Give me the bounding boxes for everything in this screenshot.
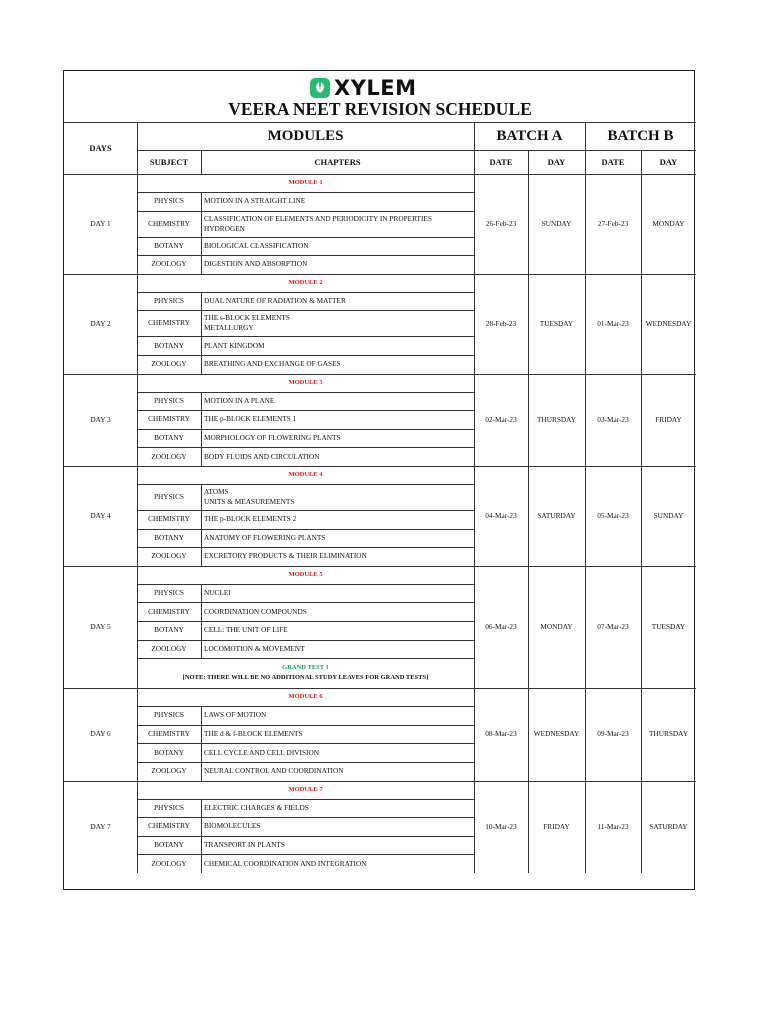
chapter-cell (201, 255, 474, 274)
chapter-divider (201, 706, 202, 780)
grid-line (585, 466, 586, 566)
chapter-cell-text: CHEMICAL COORDINATION AND INTEGRATION (204, 858, 367, 868)
subject-cell-text: PHYSICS (153, 710, 184, 720)
subject-cell (137, 447, 201, 466)
chapter-cell-text: NEURAL CONTROL AND COORDINATION (204, 766, 344, 776)
subject-cell (137, 584, 201, 603)
chapter-divider (201, 392, 202, 466)
subject-cell-text: BOTANY (154, 340, 184, 350)
day-b-header (641, 150, 696, 174)
chapter-cell-text: TRANSPORT IN PLANTS (204, 840, 285, 850)
chapter-cell-text: NUCLEI (204, 588, 231, 598)
subject-cell (137, 211, 201, 237)
chapter-divider (201, 484, 202, 566)
grid-line (137, 274, 138, 374)
day-a-header (528, 150, 585, 174)
batch-a-date-text: 26-Feb-23 (485, 218, 517, 228)
batch-a-day-text: WEDNESDAY (533, 729, 580, 739)
subject-cell-text: CHEMISTRY (148, 218, 190, 228)
subject-cell-text: PHYSICS (153, 395, 184, 405)
chapter-cell (201, 447, 474, 466)
grid-line (641, 566, 642, 688)
chapter-cell (201, 584, 474, 603)
subject-cell (137, 484, 201, 510)
grid-line (528, 374, 529, 466)
day-label-text: DAY 5 (90, 621, 111, 631)
subject-cell-text: ZOOLOGY (151, 858, 187, 868)
subject-cell-text: PHYSICS (153, 802, 184, 812)
chapter-cell-text: THE s-BLOCK ELEMENTS METALLURGY (204, 313, 290, 333)
module-title-text: MODULE 1 (288, 179, 323, 186)
subject-cell (137, 640, 201, 659)
grid-line (137, 781, 138, 873)
chapter-cell-text: BODY FLUIDS AND CIRCULATION (204, 451, 320, 461)
chapter-cell (201, 192, 474, 211)
subject-cell-text: PHYSICS (153, 296, 184, 306)
grid-line (641, 274, 642, 374)
chapter-divider (201, 584, 202, 658)
chapter-cell-text: ELECTRIC CHARGES & FIELDS (204, 802, 309, 812)
batch-b-date (585, 174, 641, 274)
batch-b-header (585, 122, 696, 150)
batch-b-date (585, 688, 641, 780)
chapter-cell-text: BIOLOGICAL CLASSIFICATION (204, 240, 309, 250)
grid-line (641, 688, 642, 780)
module-title (137, 274, 474, 292)
subject-cell-text: PHYSICS (153, 588, 184, 598)
subject-cell-text: BOTANY (154, 532, 184, 542)
day-label-text: DAY 3 (90, 414, 111, 424)
chapter-cell-text: EXCRETORY PRODUCTS & THEIR ELIMINATION (204, 551, 367, 561)
batch-a-header-text: BATCH A (496, 128, 563, 144)
date-a-header-text: DATE (489, 157, 513, 167)
batch-a-date (474, 374, 528, 466)
chapter-cell (201, 429, 474, 448)
grid-line (137, 174, 138, 274)
batch-b-date-text: 05-Mar-23 (597, 510, 629, 520)
grid-line (641, 374, 642, 466)
module-title-text: MODULE 6 (288, 693, 323, 701)
chapter-cell (201, 547, 474, 566)
subject-cell-text: CHEMISTRY (148, 514, 190, 524)
batch-a-day (528, 174, 585, 274)
subject-cell (137, 255, 201, 274)
batch-b-date (585, 566, 641, 688)
chapter-cell-text: ATOMS UNITS & MEASUREMENTS (204, 487, 295, 506)
day-label (64, 688, 137, 780)
chapter-cell (201, 621, 474, 640)
module-title (137, 688, 474, 706)
day-label (64, 274, 137, 374)
chapter-cell-text: MORPHOLOGY OF FLOWERING PLANTS (204, 433, 341, 443)
subject-cell (137, 743, 201, 762)
subject-cell (137, 192, 201, 211)
subject-cell-text: BOTANY (154, 433, 184, 443)
days-header (64, 122, 137, 174)
grid-line (474, 688, 475, 780)
page-title: VEERA NEET REVISION SCHEDULE (228, 99, 532, 119)
subject-cell-text: CHEMISTRY (148, 414, 190, 424)
date-b-header-text: DATE (601, 157, 625, 167)
subject-cell-text: CHEMISTRY (148, 318, 190, 328)
batch-a-day-text: SUNDAY (541, 218, 572, 228)
subject-cell-text: CHEMISTRY (148, 729, 190, 739)
grid-line (528, 274, 529, 374)
chapter-cell-text: COORDINATION COMPOUNDS (204, 606, 307, 616)
batch-b-day-text: TUESDAY (651, 621, 686, 631)
batch-b-day (641, 274, 696, 374)
batch-b-date (585, 374, 641, 466)
chapter-cell (201, 762, 474, 781)
subject-cell (137, 621, 201, 640)
subject-cell (137, 836, 201, 855)
subject-cell (137, 706, 201, 725)
batch-b-date (585, 781, 641, 873)
subject-cell (137, 237, 201, 256)
batch-b-day (641, 174, 696, 274)
batch-a-day (528, 688, 585, 780)
chapter-cell (201, 211, 474, 237)
module-title-text: MODULE 7 (288, 785, 323, 793)
day-a-header-text: DAY (547, 157, 566, 167)
grid-line (474, 781, 475, 873)
chapter-cell (201, 484, 474, 510)
batch-a-day (528, 466, 585, 566)
batch-b-day (641, 781, 696, 873)
batch-a-day (528, 781, 585, 873)
day-b-header-text: DAY (659, 157, 678, 167)
chapter-cell (201, 510, 474, 529)
batch-b-day-text: SATURDAY (649, 821, 688, 831)
chapter-cell (201, 392, 474, 411)
module-title (137, 174, 474, 192)
subject-header (137, 150, 201, 174)
grid-line (641, 781, 642, 873)
batch-b-date-text: 27-Feb-23 (597, 218, 629, 228)
subject-cell (137, 602, 201, 621)
subject-cell (137, 429, 201, 448)
subject-cell-text: ZOOLOGY (151, 551, 187, 561)
chapter-cell-text: LOCOMOTION & MOVEMENT (204, 643, 305, 653)
batch-a-day (528, 566, 585, 688)
batch-b-date-text: 03-Mar-23 (597, 414, 629, 424)
batch-b-day-text: THURSDAY (648, 729, 689, 739)
grid-line (137, 566, 138, 688)
batch-a-day (528, 374, 585, 466)
subject-cell-text: ZOOLOGY (151, 643, 187, 653)
day-label-text: DAY 4 (90, 510, 111, 520)
batch-b-date-text: 07-Mar-23 (597, 621, 629, 631)
subject-cell-text: PHYSICS (153, 196, 184, 206)
module-title (137, 374, 474, 392)
batch-a-day-text: MONDAY (540, 621, 573, 631)
batch-a-day-text: SATURDAY (537, 510, 576, 520)
chapter-cell-text: MOTION IN A PLANE (204, 395, 275, 405)
batch-a-date (474, 688, 528, 780)
grid-line (137, 374, 138, 466)
subject-cell (137, 725, 201, 744)
grid-line (137, 688, 138, 780)
chapter-cell-text: CLASSIFICATION OF ELEMENTS AND PERIODICITY IN PROPERTIES HYDROGEN (204, 213, 432, 233)
chapter-cell (201, 410, 474, 429)
subject-cell-text: PHYSICS (153, 492, 184, 501)
batch-b-day-text: FRIDAY (655, 414, 682, 424)
grid-line (528, 781, 529, 873)
day-label (64, 566, 137, 688)
batch-a-day-text: FRIDAY (543, 821, 570, 831)
chapters-header (201, 150, 474, 174)
subject-cell-text: BOTANY (154, 625, 184, 635)
day-label (64, 781, 137, 873)
subject-cell-text: ZOOLOGY (151, 451, 187, 461)
batch-a-header (474, 122, 585, 150)
subject-cell (137, 854, 201, 873)
subject-cell (137, 510, 201, 529)
chapter-cell-text: DIGESTION AND ABSORPTION (204, 259, 308, 269)
batch-a-date-text: 06-Mar-23 (485, 621, 517, 631)
subject-cell (137, 410, 201, 429)
xylem-logo (310, 77, 417, 99)
batch-b-day (641, 566, 696, 688)
day-label-text: DAY 1 (90, 218, 111, 228)
date-a-header (474, 150, 528, 174)
subject-cell (137, 817, 201, 836)
chapter-divider (201, 799, 202, 873)
grand-test-title: GRAND TEST 1 (282, 664, 329, 672)
batch-b-header-text: BATCH B (607, 128, 674, 144)
subject-cell (137, 392, 201, 411)
chapter-cell-text: ANATOMY OF FLOWERING PLANTS (204, 532, 326, 542)
subject-cell-text: ZOOLOGY (151, 766, 187, 776)
chapter-cell-text: CELL CYCLE AND CELL DIVISION (204, 747, 319, 757)
subject-cell (137, 762, 201, 781)
module-title-text: MODULE 2 (288, 278, 323, 286)
subject-cell-text: ZOOLOGY (151, 259, 187, 269)
grid-line (474, 174, 475, 274)
batch-b-day-text: MONDAY (652, 218, 685, 228)
grid-line (474, 566, 475, 688)
batch-a-date-text: 02-Mar-23 (485, 414, 517, 424)
grid-line (585, 781, 586, 873)
subject-cell-text: BOTANY (154, 840, 184, 850)
subject-cell (137, 355, 201, 374)
chapter-cell-text: BIOMOLECULES (204, 821, 261, 831)
grid-line (641, 174, 642, 274)
chapter-cell-text: PLANT KINGDOM (204, 340, 265, 350)
subject-cell-text: CHEMISTRY (148, 821, 190, 831)
grid-line (641, 466, 642, 566)
module-title-text: MODULE 5 (288, 570, 323, 578)
batch-a-day-text: TUESDAY (539, 318, 574, 328)
modules-header-text: MODULES (267, 128, 344, 144)
batch-b-day-text: SUNDAY (653, 510, 684, 520)
chapter-cell (201, 706, 474, 725)
subject-cell (137, 310, 201, 336)
batch-b-date-text: 11-Mar-23 (597, 821, 629, 831)
module-title-text: MODULE 3 (288, 378, 323, 386)
batch-a-date (474, 566, 528, 688)
batch-b-day (641, 466, 696, 566)
grand-test-note: [NOTE: THERE WILL BE NO ADDITIONAL STUDY LEAVES FOR GRAND TESTS] (182, 674, 429, 682)
chapter-cell (201, 336, 474, 355)
grid-line (585, 688, 586, 780)
chapter-cell (201, 355, 474, 374)
subject-cell (137, 292, 201, 311)
subject-cell-text: BOTANY (154, 747, 184, 757)
chapter-divider (201, 292, 202, 374)
chapter-divider (201, 192, 202, 274)
grand-test-cell (137, 658, 474, 688)
schedule-sheet (63, 70, 695, 890)
batch-b-day (641, 688, 696, 780)
grid-line (585, 566, 586, 688)
batch-a-date-text: 10-Mar-23 (485, 821, 517, 831)
date-b-header (585, 150, 641, 174)
chapter-cell (201, 836, 474, 855)
batch-b-date-text: 01-Mar-23 (597, 318, 629, 328)
grid-line (137, 466, 138, 566)
subject-cell (137, 529, 201, 548)
batch-a-date (474, 781, 528, 873)
subject-cell-text: CHEMISTRY (148, 606, 190, 616)
chapter-cell (201, 292, 474, 311)
chapter-cell (201, 602, 474, 621)
grid-line (528, 174, 529, 274)
batch-a-date (474, 466, 528, 566)
subject-header-text: SUBJECT (149, 157, 189, 167)
module-title-text: MODULE 4 (288, 471, 323, 478)
chapter-cell (201, 854, 474, 873)
chapter-cell-text: LAWS OF MOTION (204, 710, 267, 720)
day-label (64, 374, 137, 466)
chapter-cell-text: DUAL NATURE OF RADIATION & MATTER (204, 296, 346, 306)
batch-a-date (474, 174, 528, 274)
chapter-cell (201, 817, 474, 836)
grid-line (474, 374, 475, 466)
subject-cell (137, 547, 201, 566)
chapter-cell-text: THE p-BLOCK ELEMENTS 1 (204, 414, 297, 424)
chapter-cell (201, 529, 474, 548)
grid-line (474, 274, 475, 374)
subject-cell (137, 799, 201, 818)
chapter-cell-text: MOTION IN A STRAIGHT LINE (204, 196, 306, 206)
chapter-cell (201, 725, 474, 744)
batch-b-date (585, 466, 641, 566)
leaf-logo-icon (310, 78, 330, 98)
batch-b-date-text: 09-Mar-23 (597, 729, 629, 739)
grid-line (528, 566, 529, 688)
module-title (137, 466, 474, 484)
grid-line (528, 688, 529, 780)
chapter-cell-text: THE p-BLOCK ELEMENTS 2 (204, 514, 297, 524)
chapters-header-text: CHAPTERS (314, 157, 361, 167)
chapter-cell-text: THE d & f-BLOCK ELEMENTS (204, 729, 303, 739)
batch-a-date-text: 04-Mar-23 (485, 510, 517, 520)
grid-line (585, 274, 586, 374)
chapter-cell-text: BREATHING AND EXCHANGE OF GASES (204, 359, 341, 369)
batch-b-day (641, 374, 696, 466)
modules-header (137, 122, 474, 150)
batch-a-day-text: THURSDAY (536, 414, 577, 424)
day-label-text: DAY 6 (90, 729, 111, 739)
chapter-cell-text: CELL: THE UNIT OF LIFE (204, 625, 288, 635)
chapter-cell (201, 799, 474, 818)
module-title (137, 566, 474, 584)
day-label-text: DAY 7 (90, 821, 111, 831)
subject-cell (137, 336, 201, 355)
batch-b-date (585, 274, 641, 374)
days-header-text: DAYS (89, 143, 112, 153)
subject-cell-text: ZOOLOGY (151, 359, 187, 369)
batch-a-date (474, 274, 528, 374)
day-label-text: DAY 2 (90, 318, 111, 328)
chapter-cell (201, 237, 474, 256)
grid-line (474, 466, 475, 566)
chapter-cell (201, 640, 474, 659)
subject-cell-text: BOTANY (154, 240, 184, 250)
grid-line (528, 466, 529, 566)
day-label (64, 466, 137, 566)
batch-b-day-text: WEDNESDAY (645, 318, 692, 328)
batch-a-date-text: 28-Feb-23 (485, 318, 517, 328)
day-label (64, 174, 137, 274)
module-title (137, 781, 474, 799)
chapter-cell (201, 743, 474, 762)
batch-a-date-text: 08-Mar-23 (485, 729, 517, 739)
batch-a-day (528, 274, 585, 374)
chapter-cell (201, 310, 474, 336)
logo-text: XYLEM (334, 76, 417, 100)
grid-line (585, 374, 586, 466)
grid-line (585, 174, 586, 274)
